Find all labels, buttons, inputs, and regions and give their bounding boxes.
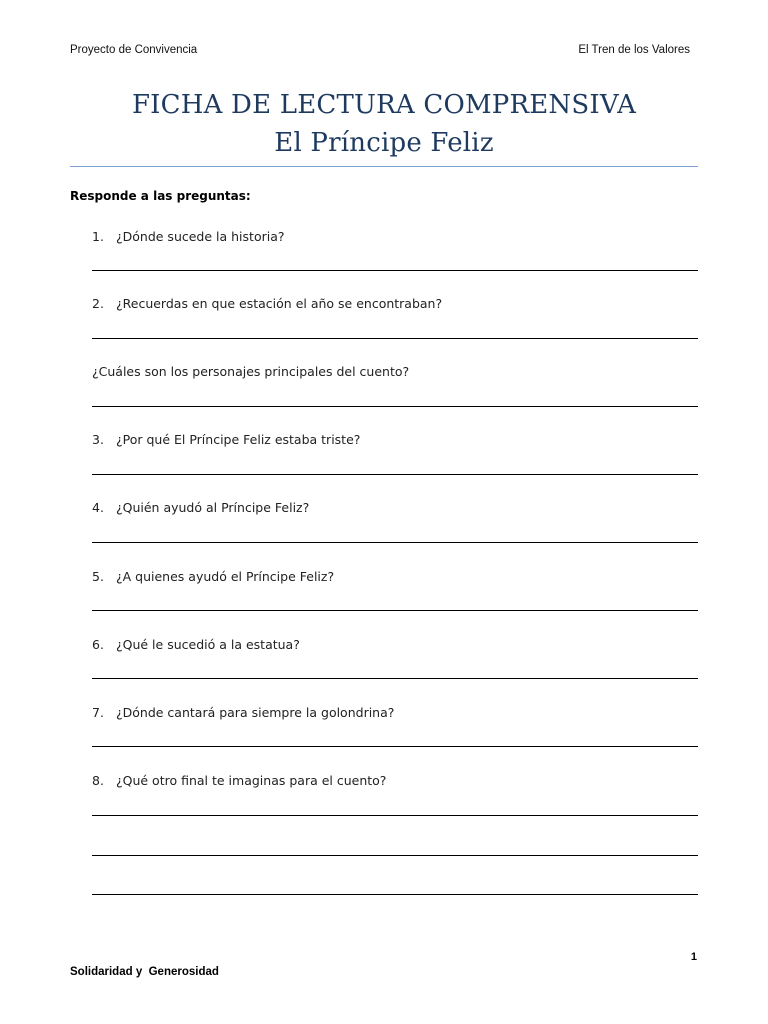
question-item — [92, 229, 285, 244]
question-item — [92, 569, 334, 584]
answer-line[interactable] — [92, 815, 698, 816]
question-text: ¿Cuáles son los personajes principales del cuento? — [92, 364, 410, 379]
question-number: 6. — [92, 637, 104, 652]
instruction-text: Responde a las preguntas: — [70, 189, 251, 203]
header-left-text: Proyecto de Convivencia — [70, 44, 198, 56]
question-item — [92, 432, 360, 447]
answer-line[interactable] — [92, 270, 698, 271]
answer-line[interactable] — [92, 610, 698, 611]
answer-line[interactable] — [92, 542, 698, 543]
question-item — [92, 296, 442, 311]
question-number: 5. — [92, 569, 104, 584]
title-divider — [70, 166, 698, 167]
question-text: ¿Por qué El Príncipe Feliz estaba triste? — [116, 432, 361, 447]
question-item — [92, 705, 394, 720]
answer-line[interactable] — [92, 406, 698, 407]
answer-line[interactable] — [92, 894, 698, 895]
page-number: 1 — [690, 951, 697, 963]
document-title: FICHA DE LECTURA COMPRENSIVA — [131, 90, 637, 120]
document-subtitle: El Príncipe Feliz — [274, 128, 494, 158]
answer-line[interactable] — [92, 678, 698, 679]
answer-line[interactable] — [92, 474, 698, 475]
question-number: 1. — [92, 229, 104, 244]
question-text: ¿Quién ayudó al Príncipe Feliz? — [116, 500, 310, 515]
question-item — [92, 773, 386, 788]
question-number: 8. — [92, 773, 104, 788]
question-number: 4. — [92, 500, 104, 515]
question-text: ¿Dónde cantará para siempre la golondrina? — [116, 705, 395, 720]
question-number: 7. — [92, 705, 104, 720]
answer-line[interactable] — [92, 338, 698, 339]
question-number: 2. — [92, 296, 104, 311]
question-text: ¿Dónde sucede la historia? — [116, 229, 285, 244]
footer-text: Solidaridad y Generosidad — [70, 966, 219, 978]
question-number: 3. — [92, 432, 104, 447]
answer-line[interactable] — [92, 855, 698, 856]
question-text: ¿Qué otro final te imaginas para el cuento? — [116, 773, 387, 788]
question-text: ¿A quienes ayudó el Príncipe Feliz? — [116, 569, 335, 584]
question-item — [92, 364, 409, 379]
question-text: ¿Recuerdas en que estación el año se encontraban? — [116, 296, 443, 311]
question-text: ¿Qué le sucedió a la estatua? — [116, 637, 300, 652]
answer-line[interactable] — [92, 746, 698, 747]
question-item — [92, 637, 300, 652]
question-item — [92, 500, 309, 515]
header-right-text: El Tren de los Valores — [578, 44, 690, 56]
